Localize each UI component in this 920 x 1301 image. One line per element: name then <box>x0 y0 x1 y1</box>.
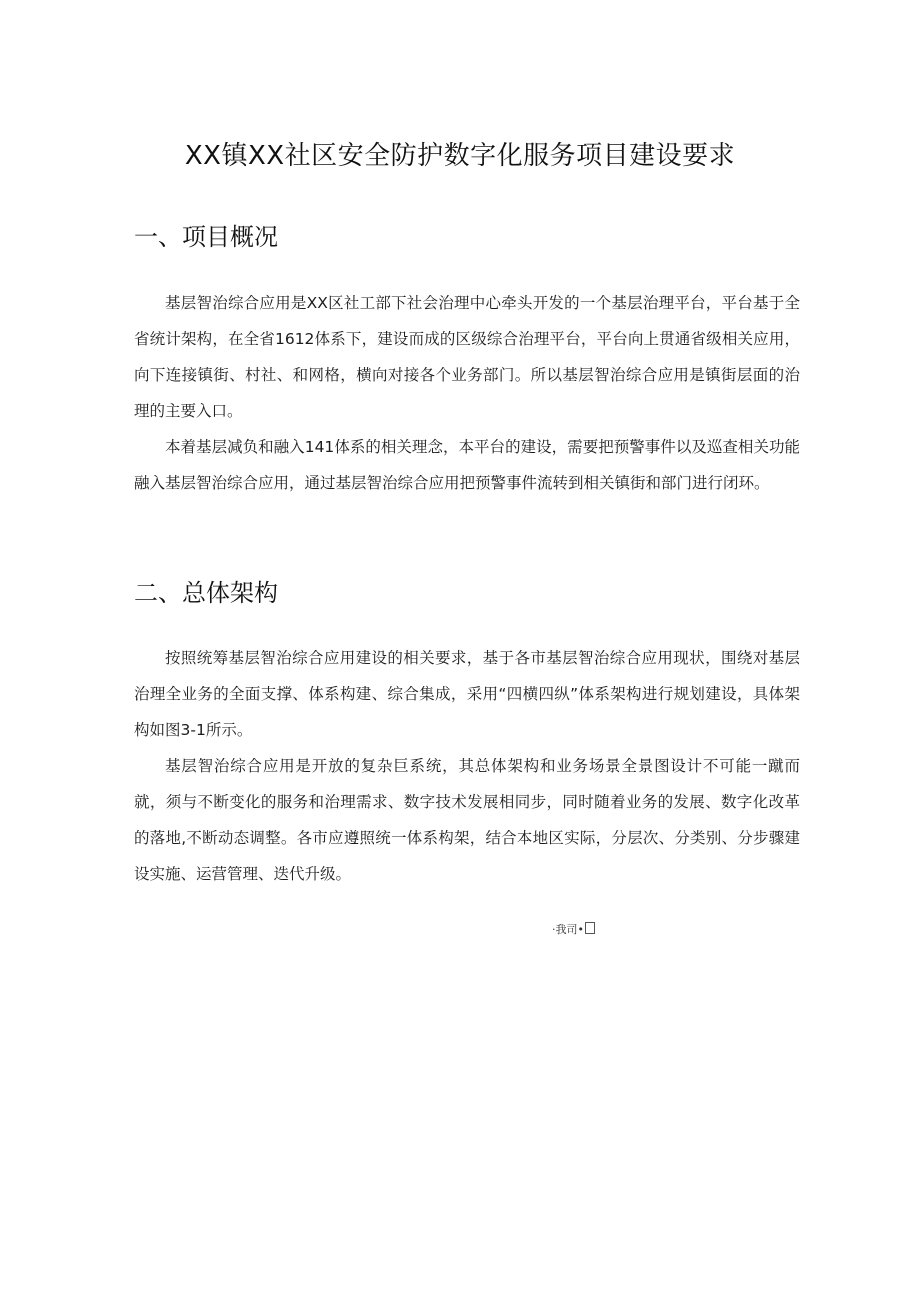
paragraph-project-overview-2: 本着基层减负和融入141体系的相关理念，本平台的建设，需要把预警事件以及巡查相关功能融入基层智治综合应用，通过基层智治综合应用把预警事件流转到相关镇街和部门进行闭环。 <box>134 438 800 492</box>
paragraph-project-overview-1: 基层智治综合应用是XX区社工部下社会治理中心牵头开发的一个基层治理平台，平台基于全省统计架构，在全省1612体系下，建设而成的区级综合治理平台，平台向上贯通省级相关应用，向下连接镇街、村社、和网格，横向对接各个业务部门。所以基层智治综合应用是镇街层面的治理的主要入口。 <box>134 294 800 420</box>
section-heading-overall-architecture: 二、总体架构 <box>134 579 278 607</box>
missing-glyph-box-icon <box>585 922 595 934</box>
paragraph-architecture-1: 按照统筹基层智治综合应用建设的相关要求，基于各市基层智治综合应用现状，围绕对基层治理全业务的全面支撑、体系构建、综合集成，采用“四横四纵”体系架构进行规划建设，具体架构如图3-1所示。 <box>134 649 800 739</box>
paragraph-architecture-2: 基层智治综合应用是开放的复杂巨系统，其总体架构和业务场景全景图设计不可能一蹴而就，须与不断变化的服务和治理需求、数字技术发展相同步，同时随着业务的发展、数字化改革的落地,不断动态调整。各市应遵照统一体系构架，结合本地区实际，分层次、分类别、分步骤建设实施、运营管理、迭代升级。 <box>134 757 800 883</box>
footer-note-text: ·我司• <box>552 923 584 936</box>
section-heading-project-overview: 一、项目概况 <box>134 223 278 251</box>
document-title: XX镇XX社区安全防护数字化服务项目建设要求 <box>184 141 736 171</box>
footer-note <box>552 922 595 938</box>
